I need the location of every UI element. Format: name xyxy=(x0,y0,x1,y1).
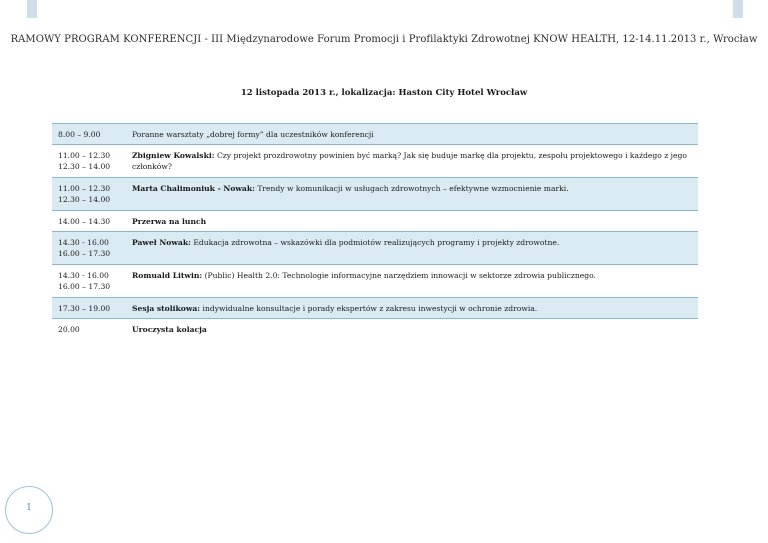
left-margin-bar xyxy=(27,0,37,18)
time-start: 20.00 xyxy=(58,325,80,334)
session-text: Poranne warsztaty „dobrej formy” dla uczestników konferencji xyxy=(132,130,374,139)
schedule-row xyxy=(52,232,698,265)
time-cell xyxy=(52,232,126,265)
break-label: Przerwa na lunch xyxy=(132,217,207,226)
session-text: Trendy w komunikacji w usługach zdrowotnych – efektywne wzmocnienie marki. xyxy=(257,184,569,193)
session-text: Czy projekt prozdrowotny powinien być marką? Jak się buduje markę dla projektu, zespołu projektowego i każdego z jego członków? xyxy=(132,151,687,171)
session-text: indywidualne konsultacje i porady ekspertów z zakresu inwestycji w ochronie zdrowia. xyxy=(202,304,538,313)
session-cell xyxy=(126,298,698,319)
time-cell xyxy=(52,145,126,178)
session-title: Sesja stolikowa: xyxy=(132,304,201,313)
time-start: 11.00 – 12.30 xyxy=(58,184,111,193)
time-second: 16.00 – 17.30 xyxy=(58,282,111,291)
page-number-badge xyxy=(5,486,53,534)
time-cell xyxy=(52,319,126,339)
time-cell xyxy=(52,124,126,145)
schedule-row xyxy=(52,211,698,232)
time-cell xyxy=(52,178,126,211)
session-text: (Public) Health 2.0: Technologie informacyjne narzędziem innowacji w sektorze zdrowia publicznego. xyxy=(204,271,596,280)
schedule-row xyxy=(52,124,698,145)
session-cell xyxy=(126,232,698,265)
time-start: 14.00 – 14.30 xyxy=(58,217,111,226)
time-start: 14.30 - 16.00 xyxy=(58,238,109,247)
schedule-row xyxy=(52,265,698,298)
page-number: 1 xyxy=(26,503,32,513)
time-start: 8.00 – 9.00 xyxy=(58,130,101,139)
time-second: 16.00 – 17.30 xyxy=(58,249,111,258)
time-second: 12.30 – 14.00 xyxy=(58,195,111,204)
day-subtitle: 12 listopada 2013 r., lokalizacja: Haston City Hotel Wrocław xyxy=(240,88,528,98)
speaker-name: Paweł Nowak: xyxy=(132,238,191,247)
schedule-row xyxy=(52,178,698,211)
time-cell xyxy=(52,265,126,298)
speaker-name: Romuald Litwin: xyxy=(132,271,203,280)
event-label: Uroczysta kolacja xyxy=(132,325,207,334)
right-margin-bar xyxy=(733,0,743,18)
time-second: 12.30 – 14.00 xyxy=(58,162,111,171)
time-cell xyxy=(52,298,126,319)
session-cell xyxy=(126,211,698,232)
schedule-row xyxy=(52,298,698,319)
session-cell xyxy=(126,319,698,339)
schedule-table xyxy=(52,123,698,339)
time-cell xyxy=(52,211,126,232)
time-start: 14.30 - 16.00 xyxy=(58,271,109,280)
session-cell xyxy=(126,178,698,211)
session-text: Edukacja zdrowotna – wskazówki dla podmiotów realizujących programy i projekty zdrowotne. xyxy=(193,238,560,247)
speaker-name: Marta Chalimoniuk - Nowak: xyxy=(132,184,255,193)
session-cell xyxy=(126,145,698,178)
schedule-row xyxy=(52,319,698,339)
schedule-row xyxy=(52,145,698,178)
time-start: 11.00 – 12.30 xyxy=(58,151,111,160)
speaker-name: Zbigniew Kowalski: xyxy=(132,151,215,160)
session-cell xyxy=(126,124,698,145)
session-cell xyxy=(126,265,698,298)
time-start: 17.30 – 19.00 xyxy=(58,304,111,313)
document-header: RAMOWY PROGRAM KONFERENCJI - III Międzynarodowe Forum Promocji i Profilaktyki Zdrowotnej KNOW HEALTH, 12-14.11.2013 r., Wrocław xyxy=(10,34,758,45)
